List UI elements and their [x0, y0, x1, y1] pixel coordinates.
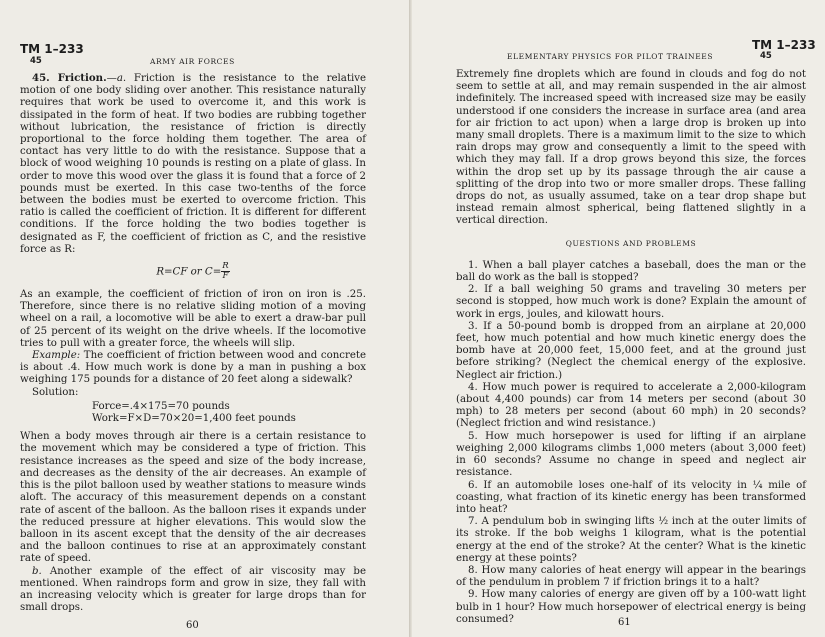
calc-work: Work=F×D=70×20=1,400 feet pounds: [92, 413, 296, 425]
section-sub: —a.: [106, 73, 127, 84]
right-page-number: 61: [618, 617, 631, 628]
left-body-text: [20, 72, 366, 614]
right-running-head: ELEMENTARY PHYSICS FOR PILOT TRAINEES: [507, 52, 714, 61]
raindrop-paragraph: Extremely fine droplets which are found in clouds and fog do not seem to settle at all, and may remain suspended in the air almost indefinitely. The increased speed with increased size may be easily understood if one considers the increase in surface area (and area for air friction to act upon) when a large drop is broken up into many small droplets. There is a maximum limit to the size to which rain drops may grow and consequently a limit to the speed with which they may fall. If a drop grows beyond this size, the forces within the drop set up by its passage through the air cause a splitting of the drop into two or more smaller drops. These falling drops do not, as usually assumed, take on a tear drop shape but instead remain almost spherical, being flattened slightly in a vertical direction.: [456, 69, 806, 227]
question-2: 2. If a ball weighing 50 grams and traveling 30 meters per second is stopped, how much work is done? Explain the amount of work in ergs, joules, and kilowatt hours.: [456, 284, 806, 320]
question-6: 6. If an automobile loses one-half of its velocity in ¼ mile of coasting, what fraction of its kinetic energy has been transformed into heat?: [456, 479, 806, 515]
formula-left: R=CF or C=: [156, 266, 222, 278]
left-running-head: ARMY AIR FORCES: [150, 57, 235, 66]
friction-paragraph-a: [20, 72, 366, 256]
example-paragraph: [20, 350, 366, 387]
question-8: 8. How many calories of heat energy will appear in the bearings of the pendulum in problem 7 if friction brings it to a halt?: [456, 564, 806, 589]
question-5: 5. How much horsepower is used for lifting if an airplane weighing 2,000 kilograms climbs 1,000 meters (about 3,000 feet) in 60 seconds? Assume no change in speed and neglect air resistance.: [456, 430, 806, 479]
paragraph-b: [20, 566, 366, 615]
right-page: [412, 0, 825, 637]
calc-force: Force=.4×175=70 pounds: [92, 400, 230, 412]
friction-formula: [20, 262, 366, 281]
questions-heading: QUESTIONS AND PROBLEMS: [565, 238, 697, 248]
paragraph-b-text: Another example of the effect of air viscosity may be mentioned. When raindrops form and grow in size, they fall with an increasing velocity which is greater for large drops than for small drops.: [20, 565, 366, 614]
paragraph-b-label: b.: [32, 565, 42, 577]
question-9: 9. How many calories of energy are given off by a 100-watt light bulb in 1 hour? How much horsepower of electrical energy is being consumed?: [456, 589, 806, 625]
left-page-number: 60: [186, 620, 199, 631]
question-7: 7. A pendulum bob in swinging lifts ½ inch at the outer limits of its stroke. If the bob weighs 1 kilogram, what is the potential energy at the end of the stroke? At the center? What is the kinetic energy at these points?: [456, 516, 806, 564]
left-page: [0, 0, 412, 637]
formula-numerator: R: [222, 261, 229, 272]
section-title: 45. Friction.: [32, 72, 107, 84]
right-body-text: [456, 69, 806, 626]
solution-calculation: [92, 401, 366, 425]
iron-paragraph: As an example, the coefficient of friction of iron on iron is .25. Therefore, since there is no relative sliding motion of a moving wheel on a rail, a locomotive will be able to exert a draw-bar pull of 25 percent of its weight on the drive wheels. If the locomotive tries to pull with a greater force, the wheels will slip.: [20, 289, 366, 349]
question-4: 4. How much power is required to accelerate a 2,000-kilogram (about 4,400 pounds) car from 14 meters per second (about 30 mph) to 28 meters per second (about 60 mph) in 20 seconds? (Neglect friction and wind resistance.): [456, 381, 806, 430]
formula-fraction: [221, 262, 229, 281]
formula-denominator: F: [222, 271, 229, 282]
left-page-small-number: 45: [30, 56, 42, 66]
right-page-small-number: 45: [760, 51, 772, 61]
air-resistance-paragraph: When a body moves through air there is a certain resistance to the movement which may be considered a type of friction. This resistance increases as the speed and size of the body increase, and decreases as the density of the air decreases. An example of this is the pilot balloon used by weather stations to measure winds aloft. The accuracy of this measurement depends on a constant rate of ascent of the balloon. As the balloon rises it expands under the reduced pressure at higher elevations. This would slow the balloon in its ascent except that the density of the air decreases and the balloon continues to rise at an approximately constant rate of speed.: [20, 431, 366, 565]
right-tm-label: TM 1–233: [752, 38, 816, 52]
solution-label: Solution:: [32, 386, 79, 398]
left-tm-label: TM 1–233: [20, 42, 84, 56]
friction-paragraph-text: Friction is the resistance to the relative motion of one body sliding over another. This resistance naturally requires that work be used to overcome it, and this work is dissipated in the form of heat. If two bodies are rubbing together without lubrication, the resistance of friction is directly proportional to the force holding them together. The area of contact has very little to do with the resistance. Suppose that a block of wood weighing 10 pounds is resting on a plate of glass. In order to move this wood over the glass it is found that a force of 2 pounds must be exerted. In this case two-tenths of the force between the bodies must be exerted to overcome friction. This ratio is called the coefficient of friction. It is different for different conditions. If the force holding the two bodies together is designated as F, the coefficient of friction as C, and the resistive force as R:: [20, 73, 366, 255]
example-text: The coefficient of friction between wood and concrete is about .4. How much work is done by a man in pushing a box weighing 175 pounds for a distance of 20 feet along a sidewalk?: [20, 350, 366, 386]
question-1: 1. When a ball player catches a baseball, does the man or the ball do work as the ball is stopped?: [456, 259, 806, 284]
question-3: 3. If a 50-pound bomb is dropped from an airplane at 20,000 feet, how much potential and how much kinetic energy does the bomb have at 20,000 feet, 15,000 feet, and at the ground just before striking? (Neglect the chemical energy of the explosive. Neglect air friction.): [456, 320, 806, 381]
example-label: Example:: [32, 350, 81, 362]
